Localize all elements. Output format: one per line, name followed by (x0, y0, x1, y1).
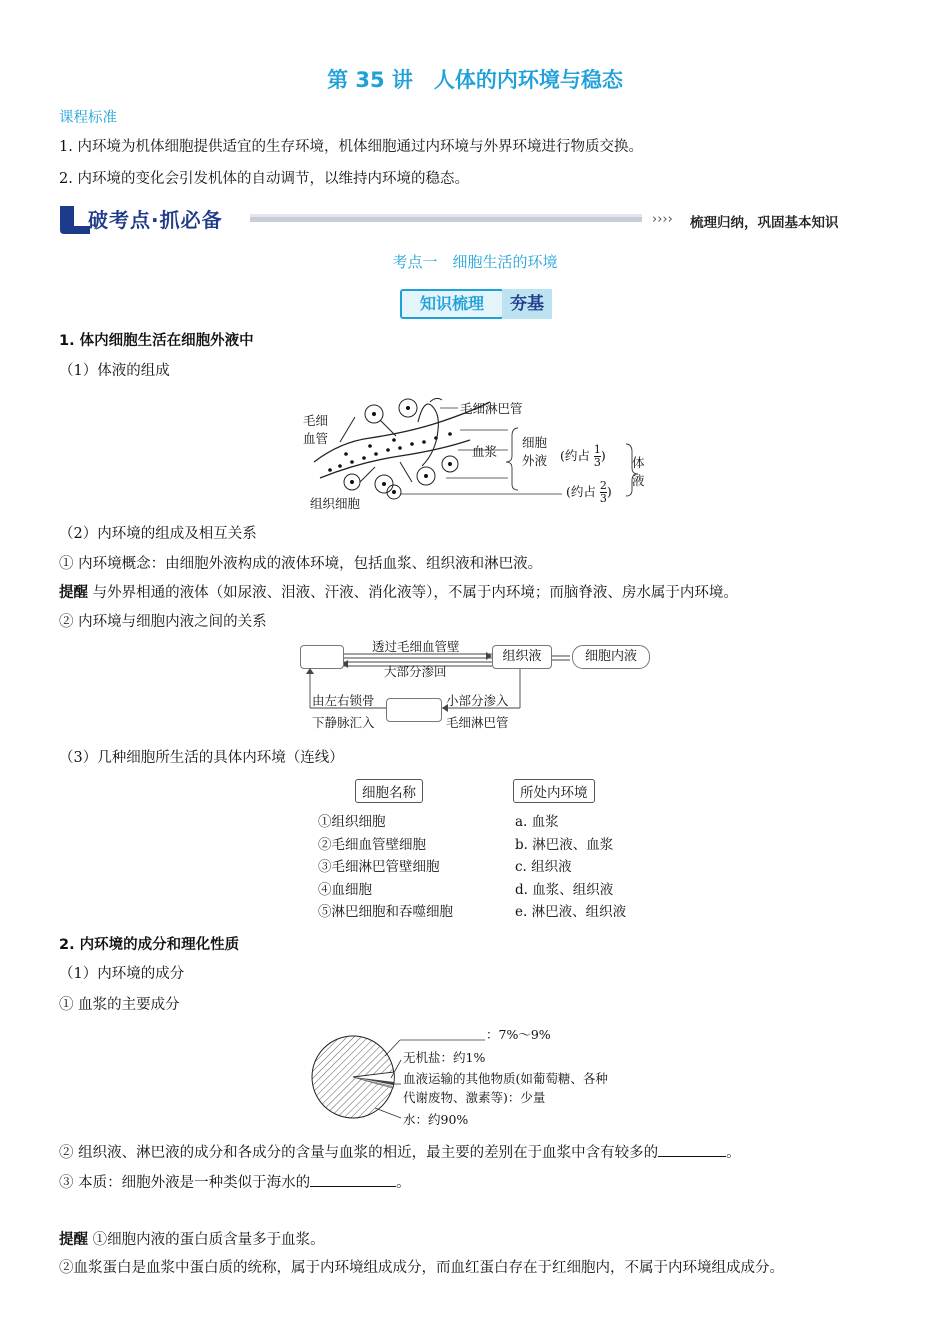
standard-heading: 课程标准 (59, 110, 117, 126)
essence-item: ③ 本质：细胞外液是一种类似于海水的 。 (59, 1171, 411, 1192)
table-envs-list (515, 811, 626, 924)
list-item: ②毛细血管壁细胞 (318, 836, 426, 853)
answer-blank-2[interactable] (310, 1172, 396, 1187)
capillary-label: 毛细 血管 (303, 413, 329, 446)
icf-box: 细胞内液 (572, 645, 650, 669)
tip-1: 提醒 与外界相通的液体（如尿液、泪液、汗液、消化液等），不属于内环境；而脑脊液、房水属于内环境。 (59, 585, 738, 601)
banner-subtitle: 梳理归纳，巩固基本知识 (690, 215, 839, 231)
top-arrow-label: 透过毛细血管壁 (372, 639, 460, 654)
list-item: ①组织细胞 (318, 814, 386, 830)
left-arrow-label: 由左右锁骨 下静脉汇入 (312, 693, 375, 730)
list-item: c. 组织液 (515, 859, 572, 875)
tissue-lymph-item: ② 组织液、淋巴液的成分和各成分的含量与血浆的相近，最主要的差别在于血浆中含有较多的 。 (59, 1141, 741, 1162)
tip-2-item-2: ②血浆蛋白是血浆中蛋白质的统称，属于内环境组成成分，而血红蛋白存在于红细胞内，不属于内环境组成成分。 (59, 1260, 784, 1276)
table-cells-list (318, 811, 453, 924)
plasma-components-item: ① 血浆的主要成分 (59, 997, 180, 1013)
concept-item: ① 内环境概念：由细胞外液构成的液体环境，包括血浆、组织液和淋巴液。 (59, 556, 543, 572)
answer-blank-1[interactable] (658, 1142, 726, 1157)
badge-left: 知识梳理 (400, 289, 504, 319)
icf-ratio: (约占 $\frac{2}{3}$ ) (566, 479, 612, 505)
page-title: 第 35 讲 人体的内环境与稳态 (327, 68, 623, 92)
table-col-cells: 细胞名称 (355, 779, 423, 803)
pie-other-label-2: 代谢废物、激素等)：少量 (403, 1090, 546, 1105)
heading-1: 1. 体内细胞生活在细胞外液中 (59, 333, 254, 349)
list-item: ⑤淋巴细胞和吞噬细胞 (318, 904, 453, 920)
tissue-cell-label: 组织细胞 (310, 496, 361, 511)
pie-protein-label: ：7%～9% (486, 1027, 551, 1042)
standard-item-1: 1. 内环境为机体细胞提供适宜的生存环境，机体细胞通过内环境与外界环境进行物质交换。 (59, 139, 643, 155)
ecf-ratio: (约占 $\frac{1}{3}$ ) (560, 443, 606, 469)
plasma-label: 血浆 (472, 444, 498, 459)
heading-2: 2. 内环境的成分和理化性质 (59, 937, 240, 953)
relation-item: ② 内环境与细胞内液之间的关系 (59, 614, 267, 630)
subheading-1-3: （3）几种细胞所生活的具体内环境（连线） (59, 750, 344, 766)
body-fluid-label: 体 液 (632, 455, 645, 488)
badge-right: 夯基 (502, 289, 552, 319)
list-item: b. 淋巴液、血浆 (515, 836, 614, 853)
subheading-1-1: （1）体液的组成 (59, 363, 170, 379)
ecf-label: 细胞 外液 (522, 435, 548, 468)
subheading-1-2: （2）内环境的组成及相互关系 (59, 526, 257, 542)
tip-2: 提醒 ①细胞内液的蛋白质含量多于血浆。 (59, 1232, 325, 1248)
right-arrow-label: 小部分渗入 毛细淋巴管 (446, 693, 509, 730)
pie-water-label: 水：约90% (403, 1112, 469, 1127)
table-col-envs: 所处内环境 (513, 779, 595, 803)
banner-title: 破考点·抓必备 (88, 208, 223, 232)
list-item: ④血细胞 (318, 881, 372, 898)
subheading-2-1: （1）内环境的成分 (59, 966, 185, 982)
list-item: a. 血浆 (515, 814, 559, 830)
plasma-box (300, 645, 344, 669)
list-item: e. 淋巴液、组织液 (515, 904, 627, 920)
mid-arrow-label: 大部分渗回 (384, 664, 447, 679)
lymph-capillary-label: 毛细淋巴管 (460, 401, 523, 416)
kaodian-heading: 考点一 细胞生活的环境 (392, 253, 558, 271)
banner-arrows: ›››› (652, 212, 673, 227)
lymph-box (386, 698, 442, 722)
pie-other-label-1: 血液运输的其他物质(如葡萄糖、各种 (403, 1071, 608, 1086)
list-item: d. 血浆、组织液 (515, 881, 614, 898)
tissue-fluid-box: 组织液 (492, 645, 552, 669)
pie-salt-label: 无机盐：约1% (403, 1050, 486, 1065)
standard-item-2: 2. 内环境的变化会引发机体的自动调节，以维持内环境的稳态。 (59, 171, 469, 187)
list-item: ③毛细淋巴管壁细胞 (318, 859, 440, 875)
